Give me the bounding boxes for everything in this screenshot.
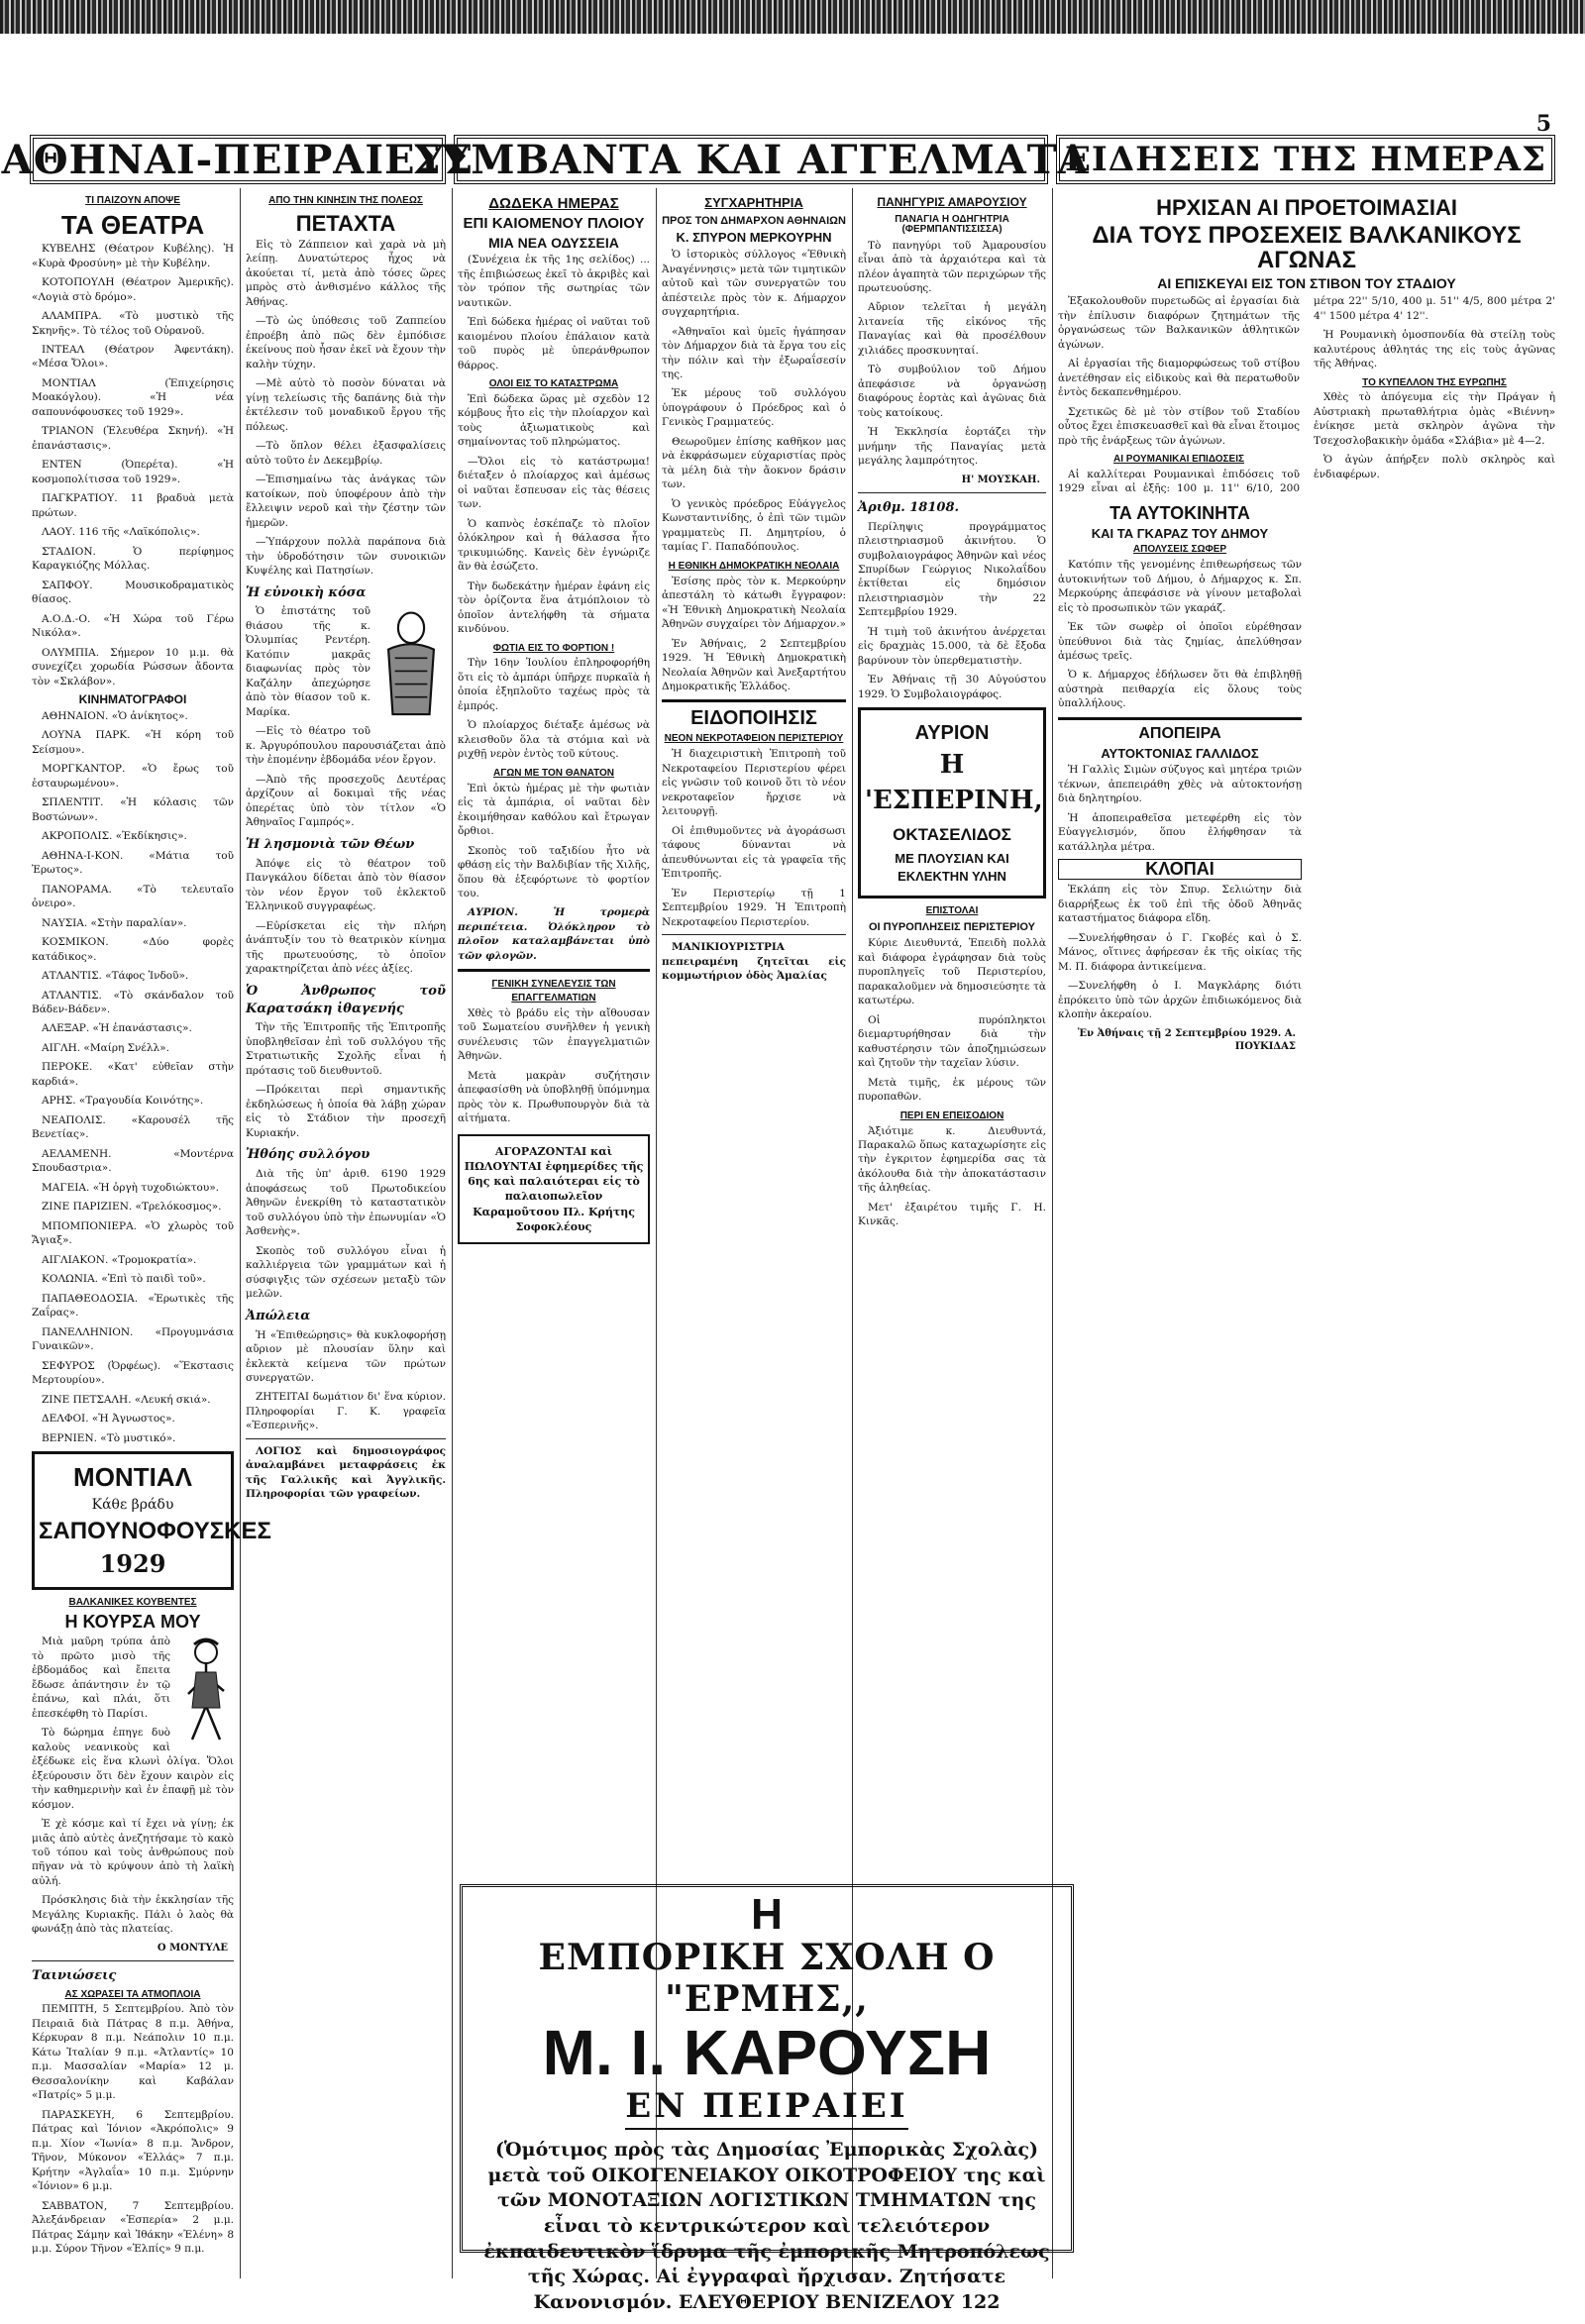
article-paragraph: Ἡ ἀποπειραθεῖσα μετεφέρθη εἰς τὸν Εὐαγγελισμόν, ὅπου ἐλήφθησαν τὰ κατάλληλα μέτρα. bbox=[1058, 811, 1302, 853]
article-paragraph: Ἡ Ἐκκλησία ἑορτάζει τὴν μνήμην τῆς Παναγίας μετὰ μεγάλης λαμπρότητος. bbox=[858, 426, 1046, 468]
list-item: ΖΙΝΕ ΠΑΡΙΖΙΕΝ. «Τρελόκοσμος». bbox=[42, 1201, 222, 1214]
article-paragraph: —Τὸ ὅπλον θέλει ἐξασφαλίσεις αὐτὸ τοῦτο ἐν Δεκεμβρίῳ. bbox=[246, 440, 446, 467]
scan-edge-noise bbox=[0, 0, 1585, 34]
caricature-illustration bbox=[176, 1637, 234, 1745]
article-paragraph: Πρόσκλησις διὰ τὴν ἐκκλησίαν τῆς Μεγάλης Κυριακῆς. Πάλι ὁ λαὸς θὰ φωνάξῃ ἀπὸ τὰς πλατείας. bbox=[32, 1894, 234, 1936]
list-item: ΑΙΓΛΗ. «Μαίρη Σνέλλ». bbox=[42, 1041, 169, 1054]
section-kicker: ΕΠΙΣΤΟΛΑΙ bbox=[925, 905, 979, 917]
list-item: ΝΑΥΣΙΑ. «Στὴν παραλίαν». bbox=[42, 916, 187, 929]
subhead: Η ΕΘΝΙΚΗ ΔΗΜΟΚΡΑΤΙΚΗ ΝΕΟΛΑΙΑ bbox=[668, 560, 840, 572]
article-paragraph: Ὁ πλοίαρχος διέταξε ἀμέσως νὰ κλεισθοῦν ὅλα τὰ στόμια καὶ νὰ ριχθῇ νερὸν ἐντὸς τοῦ κύτους. bbox=[458, 719, 650, 761]
article-paragraph: Ἡ Γαλλὶς Σιμὼν σύζυγος καὶ μητέρα τριῶν τέκνων, ἀπεπειράθη χθὲς νὰ αὐτοκτονήσῃ διὰ δηλητηρίου. bbox=[1058, 764, 1302, 805]
article-paragraph: Μετ' ἐξαιρέτου τιμῆς Γ. Η. Κινκᾶς. bbox=[858, 1201, 1046, 1228]
theatre-listing bbox=[32, 242, 234, 688]
list-item: ΣΕΦΥΡΟΣ (Ὀρφέως). «Ἕκστασις Μερτουρίου». bbox=[32, 1359, 234, 1387]
article-paragraph: Ἡ διαχειριστικὴ Ἐπιτροπὴ τοῦ Νεκροταφείου Περιστερίου φέρει εἰς γνῶσιν τοῦ κοινοῦ ὅτι τὸ νέον νεκροταφεῖον ἤρχισε νὰ λειτουργῇ. bbox=[662, 748, 846, 818]
article-paragraph: Μετὰ τιμῆς, ἐκ μέρους τῶν πυροπαθῶν. bbox=[858, 1076, 1046, 1104]
article-paragraph: Ἐκ μέρους τοῦ συλλόγου ὑπογράφουν ὁ Πρόεδρος καὶ ὁ Γενικὸς Γραμματεύς. bbox=[662, 387, 846, 429]
list-item: ΚΟΤΟΠΟΥΛΗ (Θέατρον Ἀμερικῆς). «Λογιὰ στὸ δρόμο». bbox=[32, 276, 234, 303]
subhead: Ἡ λησμονιὰ τῶν Θέων bbox=[246, 836, 415, 852]
list-item: ΕΝΤΕΝ (Ὀπερέτα). «Ἡ κοσμοπολίτισσα τοῦ 1929». bbox=[32, 459, 234, 485]
article-paragraph: Ἡ τιμὴ τοῦ ἀκινήτου ἀνέρχεται εἰς δραχμὰς 15.000, τὰ δὲ ἔξοδα βαρύνουν τὸν ὑπερθεματιστὴν. bbox=[858, 625, 1046, 667]
subhead: ΤΟ ΚΥΠΕΛΛΟΝ ΤΗΣ ΕΥΡΩΠΗΣ bbox=[1362, 376, 1507, 388]
advert-line: ΣΑΠΟΥΝΟΦΟΥΣΚΕΣ bbox=[39, 1518, 271, 1545]
article-paragraph: —Ἀπὸ τῆς προσεχοῦς Δευτέρας ἀρχίζουν αἱ δοκιμαὶ τῆς νέας ὀπερέτας ὑπὸ τὸν τίτλον «Ὁ Ἀθηναῖος Γαμπρός». bbox=[246, 773, 446, 829]
list-item: ΣΑΠΦΟΥ. Μουσικοδραματικὸς θίασος. bbox=[32, 579, 234, 606]
article-paragraph: Αἱ ἐργασίαι τῆς διαμορφώσεως τοῦ στίβου ἀνετέθησαν εἰς εἰδικοὺς καὶ θὰ περατωθοῦν ἐντὸς δεκαπενθημέρου. bbox=[1058, 358, 1300, 399]
article-paragraph: —Εὐρίσκεται εἰς τὴν πλήρη ἀνάπτυξίν του τὸ θεατρικὸν κίνημα τῆς πρωτευούσης, τὸ ὁποῖον χαρακτηρίζεται ἀπὸ νέες ἀξίες. bbox=[246, 919, 446, 976]
article-paragraph: Ἐκλάπη εἰς τὸν Σπυρ. Σελιώτην διὰ διαρρήξεως ἐκ τοῦ ἐπὶ τῆς ὁδοῦ Ἀθηνᾶς καταστήματος διάφορα εἴδη. bbox=[1058, 884, 1302, 925]
list-item: ΑΛΕΞΑΡ. «Ἡ ἐπανάστασις». bbox=[42, 1022, 192, 1035]
article-paragraph: Ἐπὶ δώδεκα ὥρας μὲ σχεδὸν 12 κόμβους ἦτο εἰς τὴν πλοίαρχον καὶ τοὺς ἀξιωματικοὺς καὶ σημαίνοντας τοῦ πληρώματος. bbox=[458, 392, 650, 449]
subhead: ΦΩΤΙΑ ΕΙΣ ΤΟ ΦΟΡΤΙΟΝ ! bbox=[492, 642, 615, 654]
list-item: ΜΠΟΜΠΟΝΙΕΡΑ. «Ὁ χλωρὸς τοῦ Ἄγιαξ». bbox=[32, 1219, 234, 1247]
advert-school-name: ΕΜΠΟΡΙΚΗ ΣΧΟΛΗ Ο "ΕΡΜΗΣ,, bbox=[538, 1937, 996, 2020]
advert-line: Κάθε βράδυ bbox=[91, 1496, 174, 1513]
divider bbox=[32, 1960, 234, 1961]
advert-esperini bbox=[858, 707, 1046, 898]
advert-line: ΜΟΝΤΙΑΛ bbox=[73, 1462, 192, 1493]
subhead: ΑΠΟΛΥΣΕΙΣ ΣΩΦΕΡ bbox=[1132, 544, 1227, 556]
article-paragraph: Ἐν Ἀθήναις τῇ 30 Αὐγούστου 1929. Ὁ Συμβολαιογράφος. bbox=[858, 674, 1046, 700]
article-paragraph: —Πρόκειται περὶ σημαντικῆς ἐκδηλώσεως ἡ ὁποία θὰ λάβῃ χώραν εἰς τὸ Στάδιον τὴν προσεχῆ Κυριακήν. bbox=[246, 1084, 446, 1139]
headline-thefts: ΚΛΟΠΑΙ bbox=[1058, 859, 1302, 880]
article-paragraph: —Συνελήφθη ὁ Ι. Μαγκλάρης διότι ἐπρόκειτο ὑπὸ τῶν ἀρχῶν ἐπιδιωκόμενος διὰ κλοπὴν ἀκεραίου. bbox=[1058, 980, 1302, 1021]
article-paragraph: Τὴν δωδεκάτην ἡμέραν ἐφάνη εἰς τὸν ὁρίζοντα ἕνα ἀτμόπλοιον τὸ ὁποῖον ἀντελήφθη τὰ σήματα κινδύνου. bbox=[458, 580, 650, 636]
divider bbox=[246, 1438, 446, 1439]
article-paragraph: Ἐπὶ ὀκτὼ ἡμέρας μὲ τὴν φωτιὰν εἰς τὰ ἀμπάρια, οἱ ναῦται δὲν ἐκοιμήθησαν καθόλου καὶ ἔτρωγαν ὄρθιοι. bbox=[458, 782, 650, 838]
list-item: ΛΑΟΥ. 116 τῆς «Λαϊκόπολις». bbox=[42, 526, 200, 539]
column-ship-story bbox=[458, 192, 650, 1876]
subhead: ΑΙ ΡΟΥΜΑΝΙΚΑΙ ΕΠΙΔΟΣΕΙΣ bbox=[1113, 454, 1244, 465]
article-paragraph: Διὰ τῆς ὑπ' ἀριθ. 6190 1929 ἀποφάσεως τοῦ Πρωτοδικείου Ἀθηνῶν ἐνεκρίθη τὸ καταστατικὸν τοῦ συλλόγου ὑπὸ τὴν ἐπωνυμίαν «Ὁ Ἀσθενὴς». bbox=[246, 1168, 446, 1238]
article-paragraph: —Εἰς τὸ θέατρο τοῦ κ. Ἀργυρόπουλου παρουσιάζεται ἀπὸ τὴν ἑπομένην ἑβδομάδα νέον ἔργον. bbox=[246, 725, 446, 767]
article-paragraph: Ἐ χὲ κόσμε καὶ τί ἔχει νὰ γίνῃ; ἐκ μιᾶς ἀπὸ αὐτὲς ἀνεζητήσαμε τὸ κακὸ τοῦ τόπου καὶ τοὺς ἀνθρώπους ποὺ πῆγαν νὰ τὸ κρύψουν ἀπὸ τὴ λαϊκὴ αὐλή. bbox=[32, 1818, 234, 1887]
headline-preparations: ΗΡΧΙΣΑΝ ΑΙ ΠΡΟΕΤΟΙΜΑΣΙΑΙ bbox=[1156, 195, 1457, 220]
list-item: ΠΑΝΟΡΑΜΑ. «Τὸ τελευταῖο ὀνειρο». bbox=[32, 883, 234, 910]
list-item: ΑΤΛΑΝΤΙΣ. «Τάφος Ἰνδοῦ». bbox=[42, 970, 189, 983]
list-item: ΑΛΑΜΠΡΑ. «Τὸ μυστικὸ τῆς Σκηνῆς». Τὸ τέλος τοῦ Οὐρανοῦ. bbox=[32, 310, 234, 337]
subhead: Ἀπώλεια bbox=[246, 1308, 311, 1323]
article-paragraph: —Ὑπάρχουν πολλὰ παράπονα διὰ τὴν ὑδροδότησιν τῶν συνοικιῶν Κυψέλης καὶ Πατησίων. bbox=[246, 536, 446, 578]
article-paragraph: —Ἐπισημαίνω τὰς ἀνάγκας τῶν κατοίκων, ποὺ ὑποφέρουν ἀπὸ τὴν ἔλλειψιν νεροῦ καὶ τὴν ζέστην τῶν ἡμερῶν. bbox=[246, 474, 446, 529]
article-paragraph: Ἐπὶ δώδεκα ἡμέρας οἱ ναῦται τοῦ καιομένου πλοίου ἐπάλαιον κατὰ τοῦ πυρὸς μὲ ὑπεράνθρωπον θάρρος. bbox=[458, 316, 650, 371]
article-paragraph: ΠΕΜΠΤΗ, 5 Σεπτεμβρίου. Ἀπὸ τὸν Πειραιᾶ διὰ Πάτρας 8 π.μ. Ἀθήνα, Κέρκυραν 8 π.μ. Νεάπολιν 10 π.μ. Κάτω Ἰταλίαν 9 π.μ. «Ἀτλαντίς» 10 π.μ. Μασσαλίαν «Μαρία» 12 μ. Θεσσαλονίκην καὶ Καβάλαν «Πατρίς» 5 μ.μ. bbox=[32, 2003, 234, 2102]
article-paragraph: Αἱ καλλίτεραι Ρουμανικαὶ ἐπιδόσεις τοῦ 1929 εἶναι αἱ ἑξῆς: 100 μ. 11'' 6/10, 200 μέτρα 22'' 5/10, 400 μ. 51'' 4/5, 800 μέτρα 2' 4'' 1500 μέτρα 4' 12''. bbox=[1058, 295, 1555, 495]
advert-location: ΕΝ ΠΕΙΡΑΙΕΙ bbox=[625, 2086, 907, 2130]
subhead: Ὁ Ἀνθρωπος τοῦ Καρατσάκη ἰθαγενής bbox=[246, 983, 446, 1016]
article-paragraph: Τὴν τῆς Ἐπιτροπῆς τῆς Ἐπιτροπῆς ὑποβληθεῖσαν ἐπὶ τοῦ συλλόγου τῆς Στρατιωτικῆς Σχολῆς εἶναι ἡ πρότασις τοῦ διευθυντοῦ. bbox=[246, 1021, 446, 1077]
article-paragraph: ΠΑΡΑΣΚΕΥΗ, 6 Σεπτεμβρίου. Πάτρας καὶ Ἰόνιον «Ἀκρόπολις» 9 π.μ. Χίον «Ἰωνία» 8 π.μ. Ἄνδρον, Τῆνον, Μύκονον «Ἑλλάς» 7 π.μ. Κρήτην «Ἀγλαΐα» 10 π.μ. Σμύρνην «Ἰόνιον» 6 μ.μ. bbox=[32, 2108, 234, 2193]
article-paragraph: Ὁ ἐπιστάτης τοῦ θιάσου τῆς κ. Ὀλυμπίας Ρεντέρη. Κατόπιν μακρᾶς διαφωνίας πρὸς τὸν Καζάλην ἀπεχώρησε ἀπὸ τὸν θίασον τοῦ κ. Μαρίκα. bbox=[246, 605, 370, 718]
article-paragraph: Ἐξακολουθοῦν πυρετωδῶς αἱ ἐργασίαι διὰ τὴν ἐπίλυσιν διαφόρων ζητημάτων τῆς ὀργανώσεως τῶν Βαλκανικῶν ἀθλητικῶν ἀγώνων. bbox=[1058, 295, 1300, 351]
article-paragraph: —Ὅλοι εἰς τὸ κατάστρωμα! διέταξεν ὁ πλοίαρχος καὶ ἀμέσως οἱ ναῦται ἔσπευσαν εἰς τὰς θέσεις των. bbox=[458, 455, 650, 511]
advert-montial bbox=[32, 1451, 271, 1589]
banner-news-of-day: ΕΙΔΗΣΕΙΣ ΤΗΣ ΗΜΕΡΑΣ bbox=[1056, 135, 1555, 184]
article-paragraph: Ὁ κ. Δήμαρχος ἐδήλωσεν ὅτι θὰ ἐπιβληθῇ αὐστηρὰ πειθαρχία εἰς ὅλους τοὺς ὑπαλλήλους. bbox=[1058, 669, 1302, 710]
cinemas-heading: ΚΙΝΗΜΑΤΟΓΡΑΦΟΙ bbox=[78, 692, 187, 707]
list-item: ΠΑΓΚΡΑΤΙΟΥ. 11 βραδυὰ μετὰ πρώτων. bbox=[32, 492, 234, 519]
article-paragraph: —Συνελήφθησαν ὁ Γ. Γκοβές καὶ ὁ Σ. Μάνος, οἵτινες ἀφήρεσαν ἐκ τῆς οἰκίας τῆς Μ. Π. διάφορα ἀντικείμενα. bbox=[1058, 931, 1302, 973]
subhead: Ταινιώσεις bbox=[32, 1967, 117, 1983]
article-paragraph: Εἰς τὸ Ζάππειον καὶ χαρὰ νὰ μὴ λείπῃ. Δυνατώτερος ἦχος νὰ ἀκούεται τί, μετὰ ἀπὸ τόσες ὥρες μπρὸς στὸ ἀνθισμένο κάλλος τῆς Ἀθήνας. bbox=[246, 238, 446, 308]
cartoon-figure-illustration bbox=[376, 606, 446, 725]
list-item: ΑΚΡΟΠΟΛΙΣ. «Ἐκδίκησις». bbox=[42, 830, 187, 843]
list-item: ΔΕΛΦΟΙ. «Ἡ Ἀγνωστος». bbox=[42, 1413, 175, 1426]
article-paragraph: Ἐκ τῶν σωφὲρ οἱ ὁποῖοι εὑρέθησαν ὑπεύθυνοι διὰ τὰς ζημίας, ἀπελύθησαν ἀμέσως τρεῖς. bbox=[1058, 621, 1302, 662]
subhead: ΓΕΝΙΚΗ ΣΥΝΕΛΕΥΣΙΣ ΤΩΝ ΕΠΑΓΓΕΛΜΑΤΙΩΝ bbox=[491, 979, 616, 1004]
classified-ad: ΜΑΝΙΚΙΟΥΡΙΣΤΡΙΑ πεπειραμένη ζητεῖται εἰς κομμωτήριον ὁδὸς Ἀμαλίας bbox=[662, 941, 846, 983]
section-kicker: ΠΑΝΗΓΥΡΙΣ ΑΜΑΡΟΥΣΙΟΥ bbox=[877, 195, 1027, 209]
article-paragraph: Ἀξιότιμε κ. Διευθυντά, Παρακαλῶ ὅπως καταχωρίσητε εἰς τὴν ἐγκριτον ἐφημερίδα σας τὰ ἀκόλουθα διὰ τὴν ἀποκατάστασιν τῆς ἀληθείας. bbox=[858, 1124, 1046, 1195]
list-item: ΑΕΛΑΜΕΝΗ. «Μοντέρνα Σπουδαστρια». bbox=[32, 1147, 234, 1175]
article-paragraph: ΣΑΒΒΑΤΟΝ, 7 Σεπτεμβρίου. Ἀλεξάνδρειαν «Ἐσπερία» 2 μ.μ. Πάτρας Σάμην καὶ Ἰθάκην «Ἐλένη» 8 μ.μ. Σύρον Τῆνον «Ἐλπίς» 9 π.μ. bbox=[32, 2199, 234, 2256]
column-rule bbox=[240, 188, 241, 2278]
list-item: ΙΝΤΕΑΛ (Θέατρον Ἀφεντάκη). «Μέσα Ὄλοι». bbox=[32, 344, 234, 370]
divider bbox=[858, 492, 1046, 493]
list-item: ΜΟΡΓΚΑΝΤΟΡ. «Ὁ ἔρως τοῦ ἐσταυρωμένου». bbox=[32, 763, 234, 790]
article-paragraph: Μετὰ μακρὰν συζήτησιν ἀπεφασίσθη νὰ ὑποβληθῇ ὑπόμνημα πρὸς τὸν κ. Πρωθυπουργὸν διὰ τὰ αἰτήματα. bbox=[458, 1069, 650, 1125]
headline-suicide: ΑΥΤΟΚΤΟΝΙΑΣ ΓΑΛΛΙΔΟΣ bbox=[1101, 745, 1259, 761]
article-paragraph: Περίληψις προγράμματος πλειστηριασμοῦ ἀκινήτου. Ὁ συμβολαιογράφος Ἀθηνῶν καὶ νέος Σπυρίδων Γεώργιος Νικολαΐδου ἐκτίθεται εἰς δημόσιον πλειστηριασμὸν τὴν 22 Σεπτεμβρίου 1929. bbox=[858, 520, 1046, 619]
section-kicker: ΣΥΓΧΑΡΗΤΗΡΙΑ bbox=[704, 195, 803, 210]
advert-line: ΑΥΡΙΟΝ bbox=[914, 722, 990, 745]
article-paragraph: —Μὲ αὐτὸ τὸ ποσὸν δύναται νὰ γίνῃ τελείωσις τῆς δαπάνης διὰ τὴν ἐκτέλεσιν τοῦ μοναδικοῦ ἔργου τῆς πόλεως. bbox=[246, 377, 446, 433]
article-title: ΠΑΝΑΓΙΑ Η ΟΔΗΓΗΤΡΙΑ (ΦΕΡΜΠΑΝΤΙΣΣΙΣΣΑ) bbox=[895, 213, 1009, 236]
article-title: ΔΩΔΕΚΑ ΗΜΕΡΑΣ bbox=[488, 195, 619, 212]
article-paragraph: Οἱ πυρόπληκτοι διεμαρτυρήθησαν διὰ τὴν καθυστέρησιν τῶν ἀποζημιώσεων καὶ ζητοῦν τὴν ταχεῖαν λύσιν. bbox=[858, 1013, 1046, 1070]
subhead: Ἠθόης συλλόγου bbox=[246, 1147, 370, 1163]
list-item: ΛΟΥΝΑ ΠΑΡΚ. «Ἡ κόρη τοῦ Σείσμου». bbox=[32, 729, 234, 756]
list-item: ΒΕΡΝΙΕΝ. «Τὸ μυστικό». bbox=[42, 1431, 176, 1444]
advert-line: 1929 bbox=[99, 1549, 166, 1579]
notice-subtitle: ΝΕΟΝ ΝΕΚΡΟΤΑΦΕΙΟΝ ΠΕΡΙΣΤΕΡΙΟΥ bbox=[664, 733, 844, 745]
two-column-body bbox=[1058, 294, 1555, 496]
list-item: ΚΟΛΩΝΙΑ. «Ἐπὶ τὸ παιδὶ τοῦ». bbox=[42, 1273, 206, 1286]
list-item: ΜΑΓΕΙΑ. «Ἡ ὀργὴ τυχοδιώκτου». bbox=[42, 1181, 219, 1194]
article-title: ΜΙΑ ΝΕΑ ΟΔΥΣΣΕΙΑ bbox=[488, 234, 619, 251]
article-paragraph: Τὸ δώρημα ἐπηγε δυὸ καλοὺς νεανικοὺς καὶ ἐξέδωκε εἰς ἕνα κλωνὶ ὀλίγα. Ὅλοι ἐξεύρουσιν ὅτι δὲν ἔχουν καιρὸν εἰς τὴν καθημερινὴν καὶ ἐν ἐπαφῇ μὲ τὸν κόσμον. bbox=[32, 1727, 234, 1811]
article-paragraph: Σκοπὸς τοῦ ταξιδίου ἦτο νὰ φθάσῃ εἰς τὴν Βαλδιβίαν τῆς Χιλῆς, ὅπου θὰ ἐξεφόρτωνε τὸ φορτίον του. bbox=[458, 844, 650, 899]
column-petachta bbox=[246, 192, 446, 2272]
article-paragraph: Σχετικῶς δὲ μὲ τὸν στίβον τοῦ Σταδίου οὗτος ἔχει ἐπισκευασθεῖ καὶ θὰ εἶναι ἕτοιμος πρὸ τῆς ἐνάρξεως τῶν ἀγώνων. bbox=[1058, 405, 1300, 447]
list-item: Α.Ο.Δ.-Ο. «Ἡ Χώρα τοῦ Γέρω Νικόλα». bbox=[32, 612, 234, 640]
article-paragraph: Θεωροῦμεν ἐπίσης καθῆκον μας νὰ ἐκφράσωμεν εὐχαριστίας πρὸς τὰ μέλη διὰ τὴν ἄοκνον δράσιν των. bbox=[662, 435, 846, 491]
section-title-petachta: ΠΕΤΑΧΤΑ bbox=[295, 210, 396, 236]
article-signature: Η' ΜΟΥΣΚΑΗ. bbox=[961, 474, 1040, 485]
list-item: ΑΘΗΝΑ-Ι-ΚΟΝ. «Μάτια τοῦ Ἐρωτος». bbox=[32, 849, 234, 877]
list-item: ΚΟΣΜΙΚΟΝ. «Δύο φορὲς κατάδικος». bbox=[32, 936, 234, 963]
headline-attempt: ΑΠΟΠΕΙΡΑ bbox=[1138, 724, 1221, 742]
subhead: ΑΓΩΝ ΜΕ ΤΟΝ ΘΑΝΑΤΟΝ bbox=[492, 767, 614, 779]
article-paragraph: Τὸ συμβούλιον τοῦ Δήμου ἀπεφάσισε νὰ ὀργανώσῃ διαφόρους ἑορτὰς καὶ ἀγῶνας διὰ τοὺς κατοίκους. bbox=[858, 364, 1046, 419]
headline-cars: ΤΑ ΑΥΤΟΚΙΝΗΤΑ bbox=[1110, 502, 1250, 523]
list-item: ΠΕΡΟΚΕ. «Κατ' εὐθεῖαν στὴν καρδιά». bbox=[32, 1061, 234, 1088]
notice-title: ΕΙΔΟΠΟΙΗΣΙΣ bbox=[690, 707, 817, 730]
article-paragraph: Χθὲς τὸ ἀπόγευμα εἰς τὴν Πράγαν ἡ Αὐστριακὴ πρωταθλήτρια ὁμὰς «Βιέννη» ἐνίκησε μετὰ σκληρὸν ἀγῶνα τὴν Τσεχοσλοβακικὴν ὁμάδα «Σλάβια» μὲ 4—2. bbox=[1314, 391, 1555, 447]
tomorrow-note: ΑΥΡΙΟΝ. Ἡ τρομερὰ περιπέτεια. Ὀλόκληρον τὸ πλοῖον καταλαμβάνεται ὑπὸ τῶν φλογῶν. bbox=[458, 906, 650, 962]
headline-stadium-repairs: ΑΙ ΕΠΙΣΚΕΥΑΙ ΕΙΣ ΤΟΝ ΣΤΙΒΟΝ ΤΟΥ ΣΤΑΔΙΟΥ bbox=[1157, 275, 1456, 292]
subhead: ΟΛΟΙ ΕΙΣ ΤΟ ΚΑΤΑΣΤΡΩΜΑ bbox=[488, 378, 619, 390]
divider bbox=[662, 934, 846, 935]
subhead: Ἀριθμ. 18108. bbox=[858, 499, 960, 515]
narrow-column-body bbox=[1058, 504, 1302, 1054]
divider bbox=[662, 699, 846, 702]
article-paragraph: (Συνέχεια ἐκ τῆς 1ης σελίδος) ... τῆς ἐπιβιώσεως ἐκεῖ τὸ ἀκριβὲς καὶ τὸν τρόπον τῆς σωτηρίας τῶν ναυτικῶν. bbox=[458, 254, 650, 309]
article-paragraph: Ἡ Ρουμανικὴ ὁμοσπονδία θὰ στείλῃ τοὺς καλυτέρους ἀθλητάς της εἰς τοὺς ἀγῶνας τῆς Ἀθήνας. bbox=[1314, 329, 1555, 370]
article-paragraph: Ὁ γενικὸς πρόεδρος Εὐάγγελος Κωνσταντινίδης, ὁ ἐπὶ τῶν τιμῶν γραμματεὺς Π. Δημητρίου, ὁ ταμίας Γ. Παπαδόπουλος. bbox=[662, 497, 846, 554]
article-title: Κ. ΣΠΥΡΟΝ ΜΕΡΚΟΥΡΗΝ bbox=[676, 230, 832, 246]
subhead: ΟΙ ΠΥΡΟΠΛΗΣΕΙΣ ΠΕΡΙΣΤΕΡΙΟΥ bbox=[868, 920, 1036, 933]
section-kicker: ΑΠΟ ΤΗΝ ΚΙΝΗΣΙΝ ΤΗΣ ΠΟΛΕΩΣ bbox=[268, 195, 423, 206]
article-paragraph: Αὔριον τελεῖται ἡ μεγάλη λιτανεία τῆς εἰκόνος τῆς Παναγίας καὶ θὰ προσέλθουν χιλιάδες προσκυνηταί. bbox=[858, 301, 1046, 357]
article-signature: Ο ΜΟΝΤΥΛΕ bbox=[157, 1942, 228, 1954]
article-paragraph: Τὴν 16ην Ἰουλίου ἐπληροφορήθη ὅτι εἰς τὸ ἀμπάρι ὑπῆρχε πυρκαϊὰ ἡ ὁποία ἐξηπλοῦτο ταχέως πρὸς τὰ ἐμπρός. bbox=[458, 657, 650, 712]
list-item: ΑΘΗΝΑΙΟΝ. «Ὁ ἀνίκητος». bbox=[42, 709, 188, 722]
list-item: ΑΡΗΣ. «Τραγουδία Κοινότης». bbox=[42, 1095, 204, 1108]
article-paragraph: Σκοπὸς τοῦ συλλόγου εἶναι ἡ καλλιέργεια τῶν γραμμάτων καὶ ἡ σύσφιγξις τῶν σχέσεων μεταξὺ τῶν μελῶν. bbox=[246, 1244, 446, 1301]
section-title-theatres: ΤΑ ΘΕΑΤΡΑ bbox=[60, 209, 205, 240]
article-paragraph: ΖΗΤΕΙΤΑΙ δωμάτιον δι' ἕνα κύριον. Πληροφορίαι Γ. Κ. γραφεῖα «Ἐσπερινῆς». bbox=[246, 1391, 446, 1432]
list-item: ΣΠΛΕΝΤΙΤ. «Ἡ κόλασις τῶν Βοστώνων». bbox=[32, 796, 234, 823]
column-sports-news bbox=[1058, 192, 1555, 2272]
article-paragraph: Ἀπόψε εἰς τὸ θέατρον τοῦ Πανγκάλου δίδεται ἀπὸ τὸν θίασον τὸν νέον ἔργον τοῦ ἐκλεκτοῦ Ἑλληνικοῦ συγγραφέως. bbox=[246, 857, 446, 913]
list-item: ΤΡΙΑΝΟΝ (Ἐλευθέρα Σκηνή). «Ἡ ἐπανάστασις». bbox=[32, 425, 234, 452]
list-item: ΑΤΛΑΝΤΙΣ. «Τὸ σκάνδαλον τοῦ Βάδεν-Βάδεν». bbox=[32, 989, 234, 1015]
article-paragraph: Ἡ «Ἐπιθεώρησις» θὰ κυκλοφορήσῃ αὔριον μὲ πλουσίαν ὕλην καὶ ἐκλεκτὰ κείμενα τῶν πρώτων συνεργατῶν. bbox=[246, 1328, 446, 1384]
article-paragraph: Οἱ ἐπιθυμοῦντες νὰ ἀγοράσωσι τάφους δύνανται νὰ ἀπευθύνωνται εἰς τὰ γραφεῖα τῆς Ἐπιτροπῆς. bbox=[662, 824, 846, 881]
list-item: ΠΑΝΕΛΛΗΝΙΟΝ. «Προγυμνάσια Γυναικῶν». bbox=[32, 1325, 234, 1353]
list-item: ΝΕΑΠΟΛΙΣ. «Καρουσέλ τῆς Βενετίας». bbox=[32, 1113, 234, 1141]
banner-athens-piraeus: ΑΘΗΝΑΙ-ΠΕΙΡΑΙΕΥΣ bbox=[1, 136, 475, 183]
advert-line: Η 'ΕΣΠΕΡΙΝΗ, bbox=[865, 749, 1043, 815]
article-paragraph: Ὁ ἱστορικὸς σύλλογος «Ἐθνικὴ Ἀναγέννησις» μετὰ τῶν τιμητικῶν αὐτοῦ καὶ τῶν συνεργατῶν του ἀπέστειλε πρὸς τὸν κ. Δήμαρχον συγχαρητήρια. bbox=[662, 249, 846, 319]
classified-ad: ΛΟΓΙΟΣ καὶ δημοσιογράφος ἀναλαμβάνει μεταφράσεις ἐκ τῆς Γαλλικῆς καὶ Ἀγγλικῆς. Πληροφορίαι τῶν γραφείων. bbox=[246, 1444, 446, 1501]
article-paragraph: «Ἀθηναῖοι καὶ ὑμεῖς ἠγάπησαν τὸν Δήμαρχον διὰ τὰ ἔργα του εἰς τὴν πόλιν καὶ τὴν ἐξωραΐσεσίν της. bbox=[662, 325, 846, 380]
article-paragraph: Χθὲς τὸ βράδυ εἰς τὴν αἴθουσαν τοῦ Σωματείου συνῆλθεν ἡ γενικὴ συνέλευσις τῶν ἐπαγγελματιῶν Ἀθηνῶν. bbox=[458, 1007, 650, 1063]
headline-balkan-games: ΔΙΑ ΤΟΥΣ ΠΡΟΣΕΧΕΙΣ ΒΑΛΚΑΝΙΚΟΥΣ ΑΓΩΝΑΣ bbox=[1092, 222, 1522, 274]
cinema-listing bbox=[32, 709, 234, 1445]
advert-article: Η bbox=[751, 1890, 783, 1939]
page-number: 5 bbox=[1535, 111, 1551, 137]
section-kicker-steamers: ΑΣ ΧΩΡΑΣΕΙ ΤΑ ΑΤΜΟΠΛΟΙΑ bbox=[64, 1988, 201, 2000]
article-paragraph: Κύριε Διευθυντά, Ἐπειδὴ πολλὰ καὶ διάφορα ἐγράφησαν διὰ τοὺς πυροπληγεῖς τοῦ Περιστερίου, παρακαλοῦμεν νὰ δημοσιεύσητε τὰ κατωτέρω. bbox=[858, 937, 1046, 1007]
article-title-my-race: Η ΚΟΥΡΣΑ ΜΟΥ bbox=[64, 1612, 201, 1633]
article-title: ΕΠΙ ΚΑΙΟΜΕΝΟΥ ΠΛΟΙΟΥ bbox=[463, 214, 645, 232]
article-paragraph: Ἐσίσης πρὸς τὸν κ. Μερκούρην ἀπεστάλη τὸ κάτωθι ἔγγραφον: «Ἡ Ἐθνικὴ Δημοκρατικὴ Νεολαία Ἀθηνῶν συγχαίρει τὸν Δήμαρχον.» bbox=[662, 575, 846, 631]
article-paragraph: Μιὰ μαῦρη τρύπα ἀπὸ τὸ πρῶτο μισὸ τῆς ἐβδομάδος καὶ ἔπειτα ἔδωσε ἀπάντησιν ἐν τῷ ἐπάνω, καὶ πλάι, ὅτι ἐπεσκέφθη τὸ Παρίσι. bbox=[32, 1636, 170, 1720]
advert-line: ΜΕ ΠΛΟΥΣΙΑΝ ΚΑΙ ΕΚΛΕΚΤΗΝ ΥΛΗΝ bbox=[895, 851, 1009, 885]
column-amarousi-fair bbox=[858, 192, 1046, 1876]
article-paragraph: Ὁ ἀγὼν ἀπήρξεν πολὺ σκληρὸς καὶ ἐνδιαφέρων. bbox=[1314, 454, 1555, 480]
article-title: ΠΡΟΣ ΤΟΝ ΔΗΜΑΡΧΟΝ ΑΘΗΝΑΙΩΝ bbox=[662, 214, 846, 227]
list-item: ΖΙΝΕ ΠΕΤΣΑΛΗ. «Λευκή σκιά». bbox=[42, 1393, 211, 1406]
advert-body: (Ὁμότιμος πρὸς τὰς Δημοσίας Ἐμπορικὰς Σχολὰς) μετὰ τοῦ ΟΙΚΟΓΕΝΕΙΑΚΟΥ ΟΙΚΟΤΡΟΦΕΙΟΥ της καὶ τῶν ΜΟΝΟΤΑΞΙΩΝ ΛΟΓΙΣΤΙΚΩΝ ΤΜΗΜΑΤΩΝ της εἶναι τὸ κεντρικώτερον καὶ τελειότερον ἐκπαιδευτικὸν ἵδρυμα τῆς ἐμπορικῆς Μητροπόλεως τῆς Χώρας. Αἱ ἐγγραφαὶ ἤρχισαν. Ζητήσατε Κανονισμόν. ΕΛΕΥΘΕΡΙΟΥ ΒΕΝΙΖΕΛΟΥ 122 bbox=[483, 2139, 1050, 2314]
article-signature: Ἐν Ἀθήναις τῇ 2 Σεπτεμβρίου 1929. Α. ΠΟΥΚΙΔΑΣ bbox=[1077, 1027, 1296, 1053]
article-paragraph: Ἐν Περιστερίῳ τῇ 1 Σεπτεμβρίου 1929. Ἡ Ἐπιτροπὴ Νεκροταφείου Περιστερίου. bbox=[662, 887, 846, 928]
article-paragraph: Τὸ πανηγύρι τοῦ Ἀμαρουσίου εἶναι ἀπὸ τὰ ἀρχαιότερα καὶ τὰ πλέον ἀγαπητὰ τῶν περιχώρων τῆς πρωτευούσης. bbox=[858, 239, 1046, 294]
section-kicker: ΒΑΛΚΑΝΙΚΕΣ ΚΟΥΒΕΝΤΕΣ bbox=[68, 1596, 197, 1608]
divider bbox=[458, 969, 650, 972]
column-theatres bbox=[32, 192, 271, 2272]
article-paragraph: —Τὸ ὡς ὑπόθεσις τοῦ Ζαππείου ἐπροέβη ἀπὸ πῶς δὲν ἐμπόδισε ἐκείνους ποὺ ἦσαν ἐκεῖ νὰ ἔχουν τὴν καλὴν τύχην. bbox=[246, 315, 446, 370]
column-rule bbox=[452, 188, 453, 2278]
list-item: ΠΑΠΑΘΕΟΔΟΣΙΑ. «Ἐρωτικὲς τῆς Ζαΐρας». bbox=[32, 1292, 234, 1320]
article-paragraph: Κατόπιν τῆς γενομένης ἐπιθεωρήσεως τῶν ἀυτοκινήτων τοῦ Δήμου, ὁ Δήμαρχος κ. Σπ. Μερκούρης ἀπεφάσισε νὰ γίνουν μεταβολαὶ εἰς τὸ προσωπικὸν τῶν γκαράζ. bbox=[1058, 559, 1302, 614]
list-item: ΟΛΥΜΠΙΑ. Σήμερον 10 μ.μ. θὰ συνεχίζει χορωδία Ρώσσων ἄδοντα τὸν «Σκλάβον». bbox=[32, 646, 234, 687]
advert-owner-name: Μ. Ι. ΚΑΡΟΥΣΗ bbox=[542, 2017, 992, 2088]
article-paragraph: Ἐν Ἀθήναις, 2 Σεπτεμβρίου 1929. Ἡ Ἐθνικὴ Δημοκρατικὴ Νεολαία Ἀθηνῶν καὶ Ἀνεξαρτήτου Δημοκρατικῆς Ἑλλάδος. bbox=[662, 637, 846, 692]
subhead: Ἡ εὐνοικὴ κόσα bbox=[246, 584, 367, 600]
divider bbox=[1058, 717, 1302, 720]
section-kicker: ΤΙ ΠΑΙΖΟΥΝ ΑΠΟΨΕ bbox=[85, 195, 180, 206]
headline-garages: ΚΑΙ ΤΑ ΓΚΑΡΑΖ ΤΟΥ ΔΗΜΟΥ bbox=[1091, 525, 1269, 541]
list-item: ΣΤΑΔΙΟΝ. Ὁ περίφημος Καραγκιόζης Μόλλας. bbox=[32, 545, 234, 573]
advert-newspapers-bought: ΑΓΟΡΑΖΟΝΤΑΙ καὶ ΠΩΛΟΥΝΤΑΙ ἐφημερίδες τῆς 6ης καὶ παλαιότεραι εἰς τὸ παλαιοπωλεῖον Καραμοῦτσου Πλ. Κρήτης Σοφοκλέους bbox=[458, 1134, 650, 1244]
list-item: ΜΟΝΤΙΑΛ (Ἐπιχείρησις Μοακόγλου). «Ἡ νέα σαπουνόφουσκες τοῦ 1929». bbox=[32, 376, 234, 418]
banner-events-announcements: ΣΥΜΒΑΝΤΑ ΚΑΙ ΑΓΓΕΛΜΑΤΑ bbox=[412, 136, 1090, 183]
list-item: ΚΥΒΕΛΗΣ (Θέατρον Κυβέλης). Ἡ «Κυρὰ Φροσύνη» μὲ τὴν Κυβέλην. bbox=[32, 243, 234, 269]
advert-hermes-commercial-school bbox=[460, 1884, 1074, 2314]
article-paragraph: Ὁ καπνὸς ἐσκέπαζε τὸ πλοῖον ὁλόκληρον καὶ ἡ θάλασσα ἦτο τρικυμιώδης. Κανεὶς δὲν ἐγνώριζε ἂν θὰ ἐσώζετο. bbox=[458, 517, 650, 574]
advert-line: ΟΚΤΑΣΕΛΙΔΟΣ bbox=[893, 824, 1011, 844]
column-congratulations bbox=[662, 192, 846, 1876]
subhead: ΠΕΡΙ ΕΝ ΕΠΕΙΣΟΔΙΟΝ bbox=[899, 1109, 1004, 1121]
list-item: ΑΙΓΛΙΑΚΟΝ. «Τρομοκρατία». bbox=[42, 1253, 197, 1266]
